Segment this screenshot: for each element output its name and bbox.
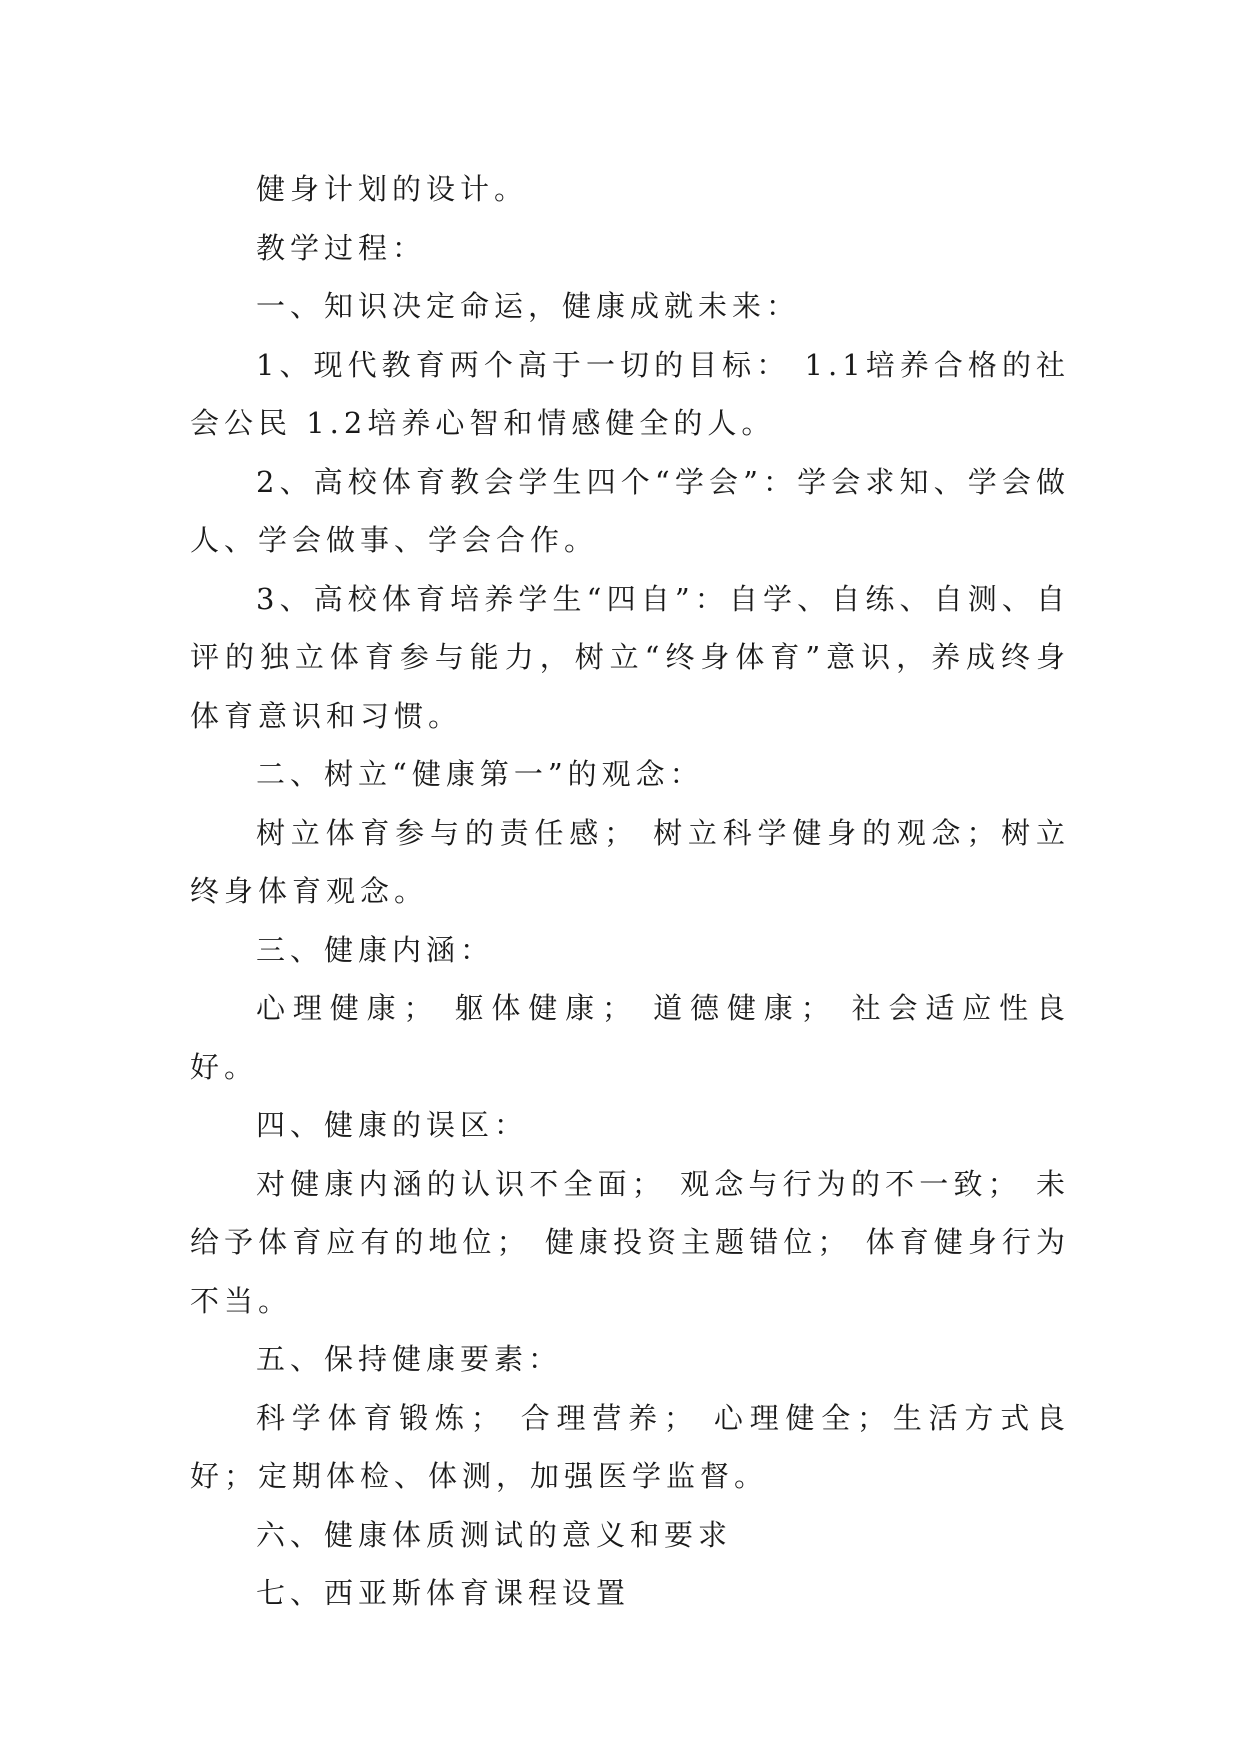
section-heading: 六、健康体质测试的意义和要求 [256, 1517, 733, 1552]
document-body [190, 160, 1070, 1623]
section-heading: 七、西亚斯体育课程设置 [256, 1576, 631, 1610]
paragraph: 1、现代教育两个高于一切的目标： 1.1培养合格的社会公民 1.2培养心智和情感健全的人。 [190, 347, 1070, 440]
section-heading: 四、健康的误区： [256, 1108, 529, 1142]
paragraph: 3、高校体育培养学生“四自”：自学、自练、自测、自评的独立体育参与能力，树立“终身体育”意识，养成终身体育意识和习惯。 [190, 581, 1070, 733]
paragraph: 树立体育参与的责任感； 树立科学健身的观念；树立终身体育观念。 [190, 815, 1070, 908]
paragraph: 健身计划的设计。 [256, 172, 529, 206]
section-heading: 五、保持健康要素： [256, 1342, 563, 1376]
section-heading: 一、知识决定命运，健康成就未来： [256, 289, 801, 323]
paragraph: 对健康内涵的认识不全面； 观念与行为的不一致； 未给予体育应有的地位； 健康投资主题错位； 体育健身行为不当。 [190, 1166, 1070, 1318]
paragraph: 教学过程： [256, 230, 427, 265]
paragraph: 2、高校体育教会学生四个“学会”：学会求知、学会做人、学会做事、学会合作。 [190, 464, 1070, 557]
paragraph: 心理健康； 躯体健康； 道德健康； 社会适应性良好。 [190, 991, 1070, 1084]
paragraph: 科学体育锻炼； 合理营养； 心理健全；生活方式良好；定期体检、体测，加强医学监督。 [190, 1400, 1070, 1493]
section-heading: 二、树立“健康第一”的观念： [256, 757, 704, 791]
section-heading: 三、健康内涵： [256, 932, 495, 967]
